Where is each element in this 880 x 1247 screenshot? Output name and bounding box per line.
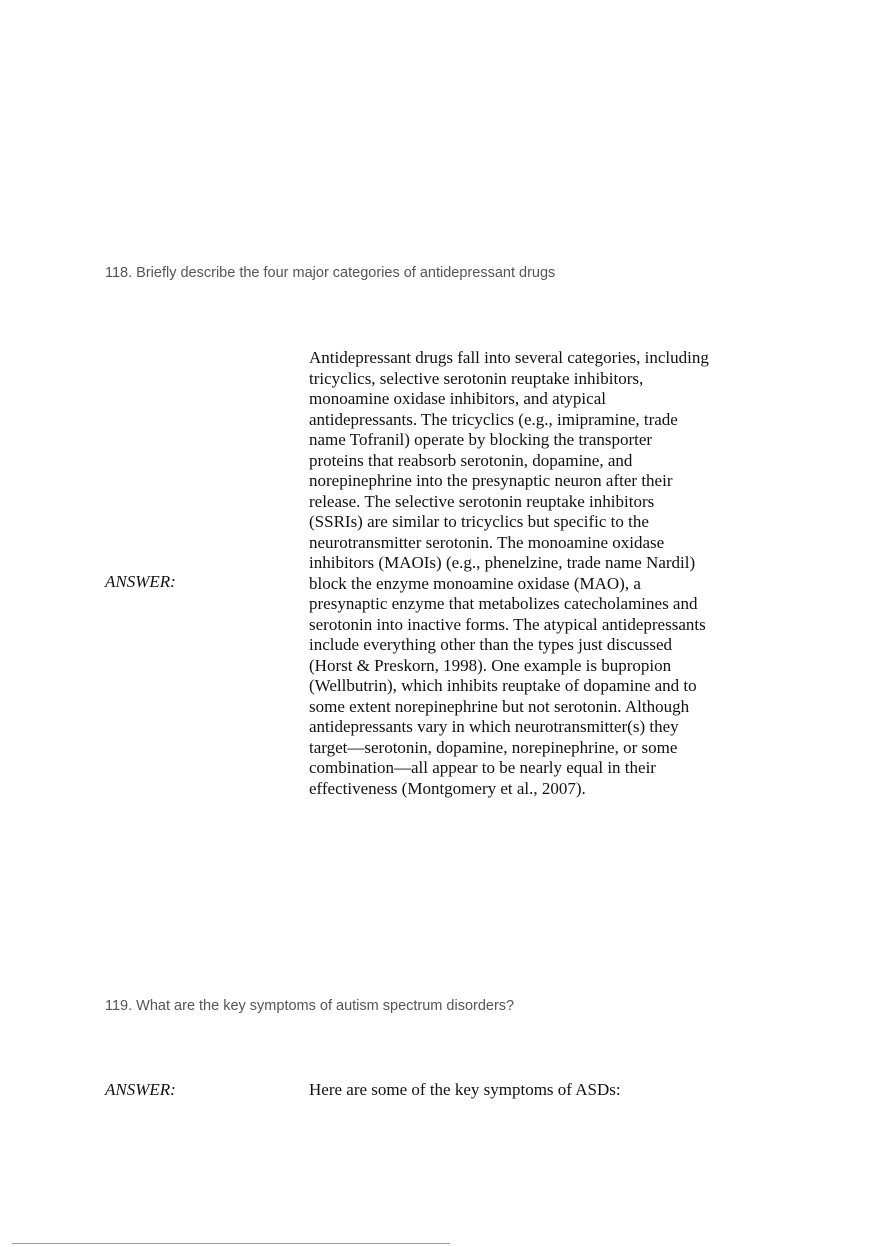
question-118-answer-text: Antidepressant drugs fall into several categories, including tricyclics, selective serotonin reuptake inhibitors, monoamine oxidase inhibitors, and atypical antidepressants. The tricyclics (e.g., imipramine, trade name Tofranil) operate by blocking the transporter proteins that reabsorb serotonin, dopamine, and norepinephrine into the presynaptic neuron after their release. The selective serotonin reuptake inhibitors (SSRIs) are similar to tricyclics but specific to the neurotransmitter serotonin. The monoamine oxidase inhibitors (MAOIs) (e.g., phenelzine, trade name Nardil) block the enzyme monoamine oxidase (MAO), a presynaptic enzyme that metabolizes catecholamines and serotonin into inactive forms. The atypical antidepressants include everything other than the types just discussed (Horst & Preskorn, 1998). One example is bupropion (Wellbutrin), which inhibits reuptake of dopamine and to some extent norepinephrine but not serotonin. Although antidepressants vary in which neurotransmitter(s) they target—serotonin, dopamine, norepinephrine, or some combination—all appear to be nearly equal in their effectiveness (Montgomery et al., 2007). bbox=[309, 348, 709, 798]
question-119-answer-label: ANSWER: bbox=[105, 1080, 176, 1099]
question-119-answer-text: Here are some of the key symptoms of ASDs: bbox=[309, 1080, 621, 1099]
question-118-answer-label: ANSWER: bbox=[105, 572, 176, 591]
question-118-prompt: 118. Briefly describe the four major categories of antidepressant drugs bbox=[105, 265, 556, 281]
footer-divider bbox=[12, 1243, 450, 1244]
question-119-prompt: 119. What are the key symptoms of autism spectrum disorders? bbox=[105, 998, 515, 1014]
